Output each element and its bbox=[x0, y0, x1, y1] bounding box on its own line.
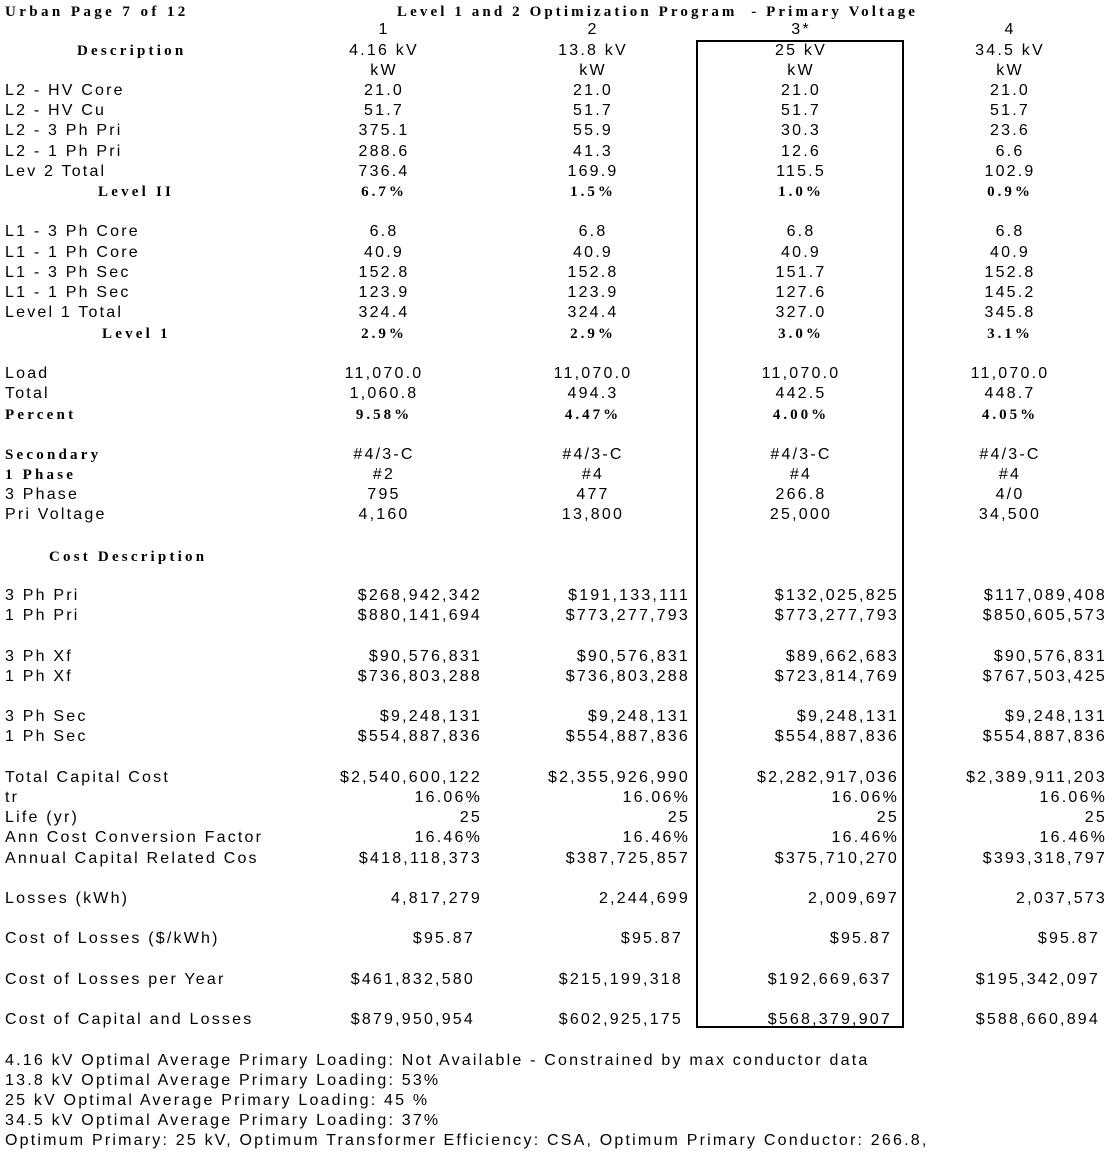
capital-row bbox=[0, 849, 1115, 869]
load-row bbox=[0, 364, 1115, 384]
column-number-3: 3* bbox=[791, 21, 811, 38]
cell-col-3: 151.7 bbox=[775, 264, 827, 281]
cell-col-3: 51.7 bbox=[781, 102, 821, 119]
cell-col-4: $195,342,097 bbox=[975, 971, 1100, 988]
capital-row bbox=[0, 828, 1115, 848]
cell-col-2: 13,800 bbox=[561, 506, 625, 523]
cell-col-3: #4/3-C bbox=[770, 446, 832, 463]
cost-row bbox=[0, 586, 1115, 606]
cell-col-3: 4.00% bbox=[772, 407, 830, 423]
level1-row bbox=[0, 283, 1115, 303]
cell-col-2: 16.06% bbox=[622, 789, 690, 806]
cell-col-2: 2,244,699 bbox=[599, 890, 690, 907]
cell-col-1: 51.7 bbox=[364, 102, 404, 119]
level1-row bbox=[0, 303, 1115, 323]
column-unit-2: kW bbox=[579, 62, 607, 79]
cell-col-2: $90,576,831 bbox=[576, 648, 690, 665]
level1-row bbox=[0, 222, 1115, 242]
cell-col-1: 1,060.8 bbox=[349, 385, 419, 402]
cell-col-4: 152.8 bbox=[984, 264, 1036, 281]
cell-col-3: $2,282,917,036 bbox=[756, 769, 899, 786]
cell-col-4: $95.87 bbox=[1037, 930, 1100, 947]
cell-col-2: $773,277,793 bbox=[565, 607, 690, 624]
cell-col-2: 494.3 bbox=[567, 385, 619, 402]
cell-col-3: #4 bbox=[789, 466, 813, 483]
cost-row bbox=[0, 707, 1115, 727]
losses-row bbox=[0, 889, 1115, 909]
cell-col-3: 12.6 bbox=[781, 143, 821, 160]
cell-col-3: 16.06% bbox=[831, 789, 899, 806]
level1-summary-row bbox=[0, 324, 1115, 344]
cell-col-2: $9,248,131 bbox=[587, 708, 690, 725]
level2-summary-row bbox=[0, 182, 1115, 202]
row-label: L1 - 1 Ph Core bbox=[5, 244, 140, 261]
program-title: Level 1 and 2 Optimization Program - Primary Voltage bbox=[397, 4, 919, 20]
cost-row bbox=[0, 606, 1115, 626]
cell-col-1: $736,803,288 bbox=[357, 668, 482, 685]
row-label: Cost of Losses ($/kWh) bbox=[5, 930, 220, 947]
summary-col-2: 2.9% bbox=[570, 326, 616, 342]
cost-row bbox=[0, 647, 1115, 667]
losses-per-year-row bbox=[0, 970, 1115, 990]
cell-col-4: $2,389,911,203 bbox=[966, 769, 1107, 786]
note-line: 13.8 kV Optimal Average Primary Loading: 53% bbox=[5, 1072, 441, 1089]
level2-row bbox=[0, 121, 1115, 141]
cell-col-3: 115.5 bbox=[776, 163, 826, 180]
capital-row bbox=[0, 768, 1115, 788]
summary-label: Level 1 bbox=[102, 326, 171, 342]
cell-col-1: 16.46% bbox=[414, 829, 482, 846]
row-label: L1 - 1 Ph Sec bbox=[5, 284, 131, 301]
summary-col-4: 0.9% bbox=[987, 184, 1033, 200]
cell-col-1: $418,118,373 bbox=[358, 850, 482, 867]
summary-col-3: 3.0% bbox=[778, 326, 824, 342]
row-label: Losses (kWh) bbox=[5, 890, 130, 907]
row-label: 1 Phase bbox=[5, 467, 77, 483]
cell-col-4: 345.8 bbox=[984, 304, 1036, 321]
summary-col-1: 6.7% bbox=[361, 184, 407, 200]
cell-col-4: #4/3-C bbox=[979, 446, 1041, 463]
row-label: Ann Cost Conversion Factor bbox=[5, 829, 264, 846]
cell-col-4: 40.9 bbox=[990, 244, 1030, 261]
cell-col-2: 169.9 bbox=[567, 163, 619, 180]
cell-col-1: $879,950,954 bbox=[350, 1011, 475, 1028]
cell-col-3: $192,669,637 bbox=[767, 971, 892, 988]
column-voltage-2: 13.8 kV bbox=[558, 42, 628, 59]
cell-col-1: #2 bbox=[372, 466, 396, 483]
level1-row bbox=[0, 243, 1115, 263]
cell-col-4: $588,660,894 bbox=[975, 1011, 1100, 1028]
note-line: 25 kV Optimal Average Primary Loading: 45 % bbox=[5, 1092, 430, 1109]
row-label: Pri Voltage bbox=[5, 506, 107, 523]
cell-col-1: 375.1 bbox=[358, 122, 410, 139]
cell-col-1: 4,160 bbox=[358, 506, 410, 523]
cell-col-4: 11,070.0 bbox=[970, 365, 1050, 382]
description-heading: Description bbox=[77, 43, 187, 59]
cell-col-1: $554,887,836 bbox=[357, 728, 482, 745]
cell-col-2: $215,199,318 bbox=[558, 971, 683, 988]
row-label: 3 Ph Xf bbox=[5, 648, 73, 665]
cell-col-2: 324.4 bbox=[567, 304, 619, 321]
cost-description-row bbox=[0, 547, 1115, 567]
row-label: 3 Phase bbox=[5, 486, 80, 503]
cell-col-2: 16.46% bbox=[622, 829, 690, 846]
cell-col-1: 288.6 bbox=[358, 143, 410, 160]
percent-row bbox=[0, 405, 1115, 425]
cell-col-4: $90,576,831 bbox=[993, 648, 1107, 665]
note-line: 4.16 kV Optimal Average Primary Loading: Not Available - Constrained by max conductor data bbox=[5, 1052, 870, 1069]
cell-col-4: $850,605,573 bbox=[982, 607, 1107, 624]
summary-col-3: 1.0% bbox=[778, 184, 824, 200]
cell-col-3: $89,662,683 bbox=[785, 648, 899, 665]
summary-col-2: 1.5% bbox=[570, 184, 616, 200]
cell-col-1: $9,248,131 bbox=[379, 708, 482, 725]
cell-col-2: $736,803,288 bbox=[565, 668, 690, 685]
cell-col-4: 23.6 bbox=[990, 122, 1030, 139]
cell-col-2: $2,355,926,990 bbox=[547, 769, 690, 786]
row-label: 1 Ph Xf bbox=[5, 668, 73, 685]
cell-col-4: 51.7 bbox=[990, 102, 1030, 119]
column-unit-1: kW bbox=[370, 62, 398, 79]
row-label: tr bbox=[5, 789, 20, 806]
cell-col-4: 6.8 bbox=[995, 223, 1025, 240]
cell-col-3: 127.6 bbox=[775, 284, 827, 301]
cell-col-3: 442.5 bbox=[775, 385, 827, 402]
cell-col-4: $767,503,425 bbox=[982, 668, 1107, 685]
cell-col-1: 6.8 bbox=[369, 223, 399, 240]
column-unit-3: kW bbox=[787, 62, 815, 79]
cell-col-4: $117,089,408 bbox=[983, 587, 1107, 604]
row-label: Lev 2 Total bbox=[5, 163, 107, 180]
capital-row bbox=[0, 788, 1115, 808]
cell-col-3: 25,000 bbox=[769, 506, 833, 523]
cell-col-3: $375,710,270 bbox=[774, 850, 899, 867]
cell-col-1: 9.58% bbox=[355, 407, 413, 423]
cell-col-2: 477 bbox=[576, 486, 610, 503]
cell-col-2: 41.3 bbox=[573, 143, 613, 160]
row-label: Cost of Losses per Year bbox=[5, 971, 226, 988]
level2-row bbox=[0, 101, 1115, 121]
cell-col-3: 6.8 bbox=[786, 223, 816, 240]
cell-col-2: $387,725,857 bbox=[565, 850, 690, 867]
cell-col-4: 34,500 bbox=[978, 506, 1042, 523]
row-label: Load bbox=[5, 365, 50, 382]
cell-col-2: #4 bbox=[581, 466, 605, 483]
cell-col-4: $554,887,836 bbox=[982, 728, 1107, 745]
cell-col-2: 4.47% bbox=[564, 407, 622, 423]
pri-voltage-row bbox=[0, 505, 1115, 525]
cell-col-4: 16.46% bbox=[1039, 829, 1107, 846]
cell-col-2: #4/3-C bbox=[562, 446, 624, 463]
cell-col-3: $723,814,769 bbox=[774, 668, 899, 685]
row-label: 3 Ph Sec bbox=[5, 708, 88, 725]
cell-col-4: 4/0 bbox=[995, 486, 1025, 503]
capital-and-losses-row bbox=[0, 1010, 1115, 1030]
secondary-row bbox=[0, 445, 1115, 465]
cell-col-2: $191,133,111 bbox=[568, 587, 690, 604]
cell-col-2: 55.9 bbox=[573, 122, 613, 139]
cell-col-1: 795 bbox=[367, 486, 401, 503]
cell-col-2: $95.87 bbox=[620, 930, 683, 947]
cell-col-2: 40.9 bbox=[573, 244, 613, 261]
cell-col-4: 145.2 bbox=[984, 284, 1036, 301]
cell-col-3: 11,070.0 bbox=[761, 365, 841, 382]
cell-col-2: 152.8 bbox=[567, 264, 619, 281]
cell-col-3: $773,277,793 bbox=[774, 607, 899, 624]
cell-col-4: $393,318,797 bbox=[982, 850, 1107, 867]
cell-col-4: 25 bbox=[1084, 809, 1107, 826]
cell-col-4: 2,037,573 bbox=[1016, 890, 1107, 907]
column-voltage-3: 25 kV bbox=[775, 42, 827, 59]
row-label: 1 Ph Pri bbox=[5, 607, 80, 624]
cell-col-4: 448.7 bbox=[984, 385, 1036, 402]
row-label: L2 - 1 Ph Pri bbox=[5, 143, 123, 160]
cost-row bbox=[0, 727, 1115, 747]
capital-row bbox=[0, 808, 1115, 828]
cell-col-2: 25 bbox=[667, 809, 690, 826]
cell-col-1: $461,832,580 bbox=[350, 971, 475, 988]
level1-row bbox=[0, 263, 1115, 283]
column-unit-4: kW bbox=[996, 62, 1024, 79]
column-voltage-1: 4.16 kV bbox=[349, 42, 419, 59]
cell-col-2: 6.8 bbox=[578, 223, 608, 240]
cell-col-1: 16.06% bbox=[414, 789, 482, 806]
three-phase-row bbox=[0, 485, 1115, 505]
level2-row bbox=[0, 162, 1115, 182]
row-label: L2 - 3 Ph Pri bbox=[5, 122, 123, 139]
row-label: L2 - HV Cu bbox=[5, 102, 107, 119]
row-label: L1 - 3 Ph Sec bbox=[5, 264, 131, 281]
cell-col-3: 2,009,697 bbox=[808, 890, 899, 907]
cell-col-4: 16.06% bbox=[1039, 789, 1107, 806]
cell-col-1: 736.4 bbox=[358, 163, 410, 180]
row-label: Cost of Capital and Losses bbox=[5, 1011, 254, 1028]
cell-col-1: $90,576,831 bbox=[368, 648, 482, 665]
row-label: Level 1 Total bbox=[5, 304, 124, 321]
column-number-2: 2 bbox=[587, 21, 599, 38]
cell-col-3: 21.0 bbox=[781, 82, 821, 99]
note-line: Optimum Primary: 25 kV, Optimum Transformer Efficiency: CSA, Optimum Primary Conductor: 266.8, bbox=[5, 1132, 929, 1149]
column-number-4: 4 bbox=[1004, 21, 1016, 38]
column-voltage-4: 34.5 kV bbox=[975, 42, 1045, 59]
cell-col-1: $2,540,600,122 bbox=[339, 769, 482, 786]
total-row bbox=[0, 384, 1115, 404]
cell-col-1: $95.87 bbox=[412, 930, 475, 947]
cell-col-4: 102.9 bbox=[984, 163, 1036, 180]
cell-col-3: $568,379,907 bbox=[767, 1011, 892, 1028]
cell-col-1: 40.9 bbox=[364, 244, 404, 261]
row-label: Percent bbox=[5, 407, 77, 423]
cell-col-1: 4,817,279 bbox=[391, 890, 482, 907]
cell-col-2: 11,070.0 bbox=[553, 365, 633, 382]
cell-col-1: 123.9 bbox=[358, 284, 410, 301]
cell-col-4: #4 bbox=[998, 466, 1022, 483]
cell-col-3: 266.8 bbox=[775, 486, 827, 503]
cell-col-1: 21.0 bbox=[364, 82, 404, 99]
cell-col-3: 30.3 bbox=[781, 122, 821, 139]
cell-col-4: $9,248,131 bbox=[1004, 708, 1107, 725]
cell-col-1: 324.4 bbox=[358, 304, 410, 321]
cell-col-4: 21.0 bbox=[990, 82, 1030, 99]
row-label: L2 - HV Core bbox=[5, 82, 125, 99]
cell-col-4: 6.6 bbox=[995, 143, 1025, 160]
column-number-1: 1 bbox=[378, 21, 390, 38]
note-line: 34.5 kV Optimal Average Primary Loading: 37% bbox=[5, 1112, 441, 1129]
cell-col-3: $9,248,131 bbox=[796, 708, 899, 725]
cell-col-4: 4.05% bbox=[981, 407, 1039, 423]
page-title: Urban Page 7 of 12 bbox=[5, 4, 189, 20]
row-label: Total bbox=[5, 385, 50, 402]
cell-col-2: 21.0 bbox=[573, 82, 613, 99]
cell-col-2: 123.9 bbox=[567, 284, 619, 301]
cost-of-losses-row bbox=[0, 929, 1115, 949]
row-label: 3 Ph Pri bbox=[5, 587, 80, 604]
cell-col-3: 25 bbox=[876, 809, 899, 826]
cell-col-3: $95.87 bbox=[829, 930, 892, 947]
cell-col-1: $268,942,342 bbox=[357, 587, 482, 604]
row-label: Secondary bbox=[5, 447, 102, 463]
cell-col-3: $554,887,836 bbox=[774, 728, 899, 745]
summary-col-1: 2.9% bbox=[361, 326, 407, 342]
cell-col-1: $880,141,694 bbox=[357, 607, 482, 624]
row-label: L1 - 3 Ph Core bbox=[5, 223, 140, 240]
summary-label: Level II bbox=[98, 184, 175, 200]
row-label: Total Capital Cost bbox=[5, 769, 170, 786]
cost-description-heading: Cost Description bbox=[49, 549, 208, 565]
cell-col-1: 152.8 bbox=[358, 264, 410, 281]
column-unit-row bbox=[0, 61, 1115, 81]
cell-col-3: 327.0 bbox=[775, 304, 827, 321]
cell-col-3: 16.46% bbox=[831, 829, 899, 846]
cell-col-1: #4/3-C bbox=[353, 446, 415, 463]
row-label: Life (yr) bbox=[5, 809, 80, 826]
cell-col-3: $132,025,825 bbox=[774, 587, 899, 604]
cell-col-1: 25 bbox=[459, 809, 482, 826]
row-label: Annual Capital Related Cos bbox=[5, 850, 259, 867]
one-phase-row bbox=[0, 465, 1115, 485]
level2-row bbox=[0, 142, 1115, 162]
cell-col-2: $554,887,836 bbox=[565, 728, 690, 745]
cell-col-2: 51.7 bbox=[573, 102, 613, 119]
summary-col-4: 3.1% bbox=[987, 326, 1033, 342]
column-voltage-row bbox=[0, 41, 1115, 61]
column-number-row bbox=[0, 20, 1115, 40]
cell-col-2: $602,925,175 bbox=[558, 1011, 683, 1028]
level2-row bbox=[0, 81, 1115, 101]
row-label: 1 Ph Sec bbox=[5, 728, 88, 745]
cell-col-3: 40.9 bbox=[781, 244, 821, 261]
cost-row bbox=[0, 667, 1115, 687]
cell-col-1: 11,070.0 bbox=[344, 365, 424, 382]
